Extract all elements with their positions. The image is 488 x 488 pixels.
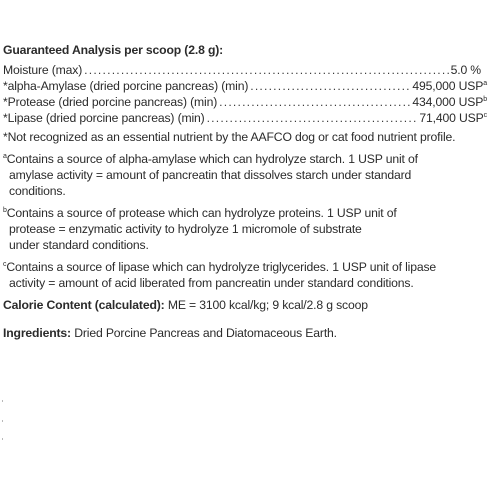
speck — [2, 400, 3, 402]
footnote-text: amylase activity = amount of pancreatin that dissolves starch under standard — [9, 168, 412, 182]
analysis-row-value: 434,000 USP$^b$ — [412, 95, 487, 109]
dot-leader — [219, 94, 410, 110]
analysis-row-label: *Protease (dried porcine pancreas) (min) — [3, 95, 218, 109]
ingredients-value: Dried Porcine Pancreas and Diatomaceous Earth. — [74, 326, 337, 340]
ingredients-label: Ingredients: — [3, 326, 71, 340]
label-document — [3, 42, 487, 341]
analysis-row-moisture — [3, 62, 487, 78]
footnote-text: under standard conditions. — [9, 238, 149, 252]
footnote-text: protease = enzymatic activity to hydrolyze 1 micromole of substrate — [9, 222, 362, 236]
ingredients — [3, 325, 487, 341]
footnote-text: conditions. — [9, 184, 66, 198]
calorie-content — [3, 297, 487, 313]
dot-leader — [84, 62, 448, 78]
aafco-note: *Not recognized as an essential nutrient by the AAFCO dog or cat food nutrient profile. — [3, 130, 456, 144]
analysis-row-lipase — [3, 110, 487, 126]
footnote-marker: a — [3, 153, 7, 160]
footnote-marker: c — [3, 261, 7, 268]
footnote-marker: c — [483, 112, 487, 119]
speck — [2, 438, 3, 440]
calorie-label: Calorie Content (calculated): — [3, 298, 165, 312]
calorie-value: ME = 3100 kcal/kg; 9 kcal/2.8 g scoop — [167, 298, 368, 312]
scan-specks — [2, 398, 6, 458]
guaranteed-analysis-heading: Guaranteed Analysis per scoop (2.8 g): — [3, 43, 224, 57]
footnote-text: Contains a source of lipase which can hydrolyze triglycerides. 1 USP unit of lipase — [6, 260, 437, 274]
analysis-row-label: *Lipase (dried porcine pancreas) (min) — [3, 111, 205, 125]
analysis-row-label: *alpha-Amylase (dried porcine pancreas) (min) — [3, 79, 249, 93]
analysis-row-value: 71,400 USP$^c$ — [419, 111, 487, 125]
analysis-row-value: 5.0 % — [450, 63, 481, 77]
footnote-marker: a — [483, 80, 487, 87]
dot-leader — [250, 78, 410, 94]
footnote-marker: b — [483, 96, 487, 103]
dot-leader — [207, 110, 418, 126]
analysis-row-alpha-amylase — [3, 78, 487, 94]
footnote-b — [3, 205, 487, 253]
analysis-row-value: 495,000 USP$^a$ — [412, 79, 487, 93]
analysis-row-label: Moisture (max) — [3, 63, 83, 77]
footnote-text: Contains a source of protease which can hydrolyze proteins. 1 USP unit of — [6, 206, 397, 220]
footnote-text: activity = amount of acid liberated from pancreatin under standard conditions. — [9, 276, 414, 290]
footnote-a — [3, 151, 487, 199]
footnote-text: Contains a source of alpha-amylase which can hydrolyze starch. 1 USP unit of — [6, 152, 418, 166]
footnote-c — [3, 259, 487, 291]
footnote-marker: b — [3, 207, 7, 214]
speck — [2, 420, 3, 422]
analysis-row-protease — [3, 94, 487, 110]
